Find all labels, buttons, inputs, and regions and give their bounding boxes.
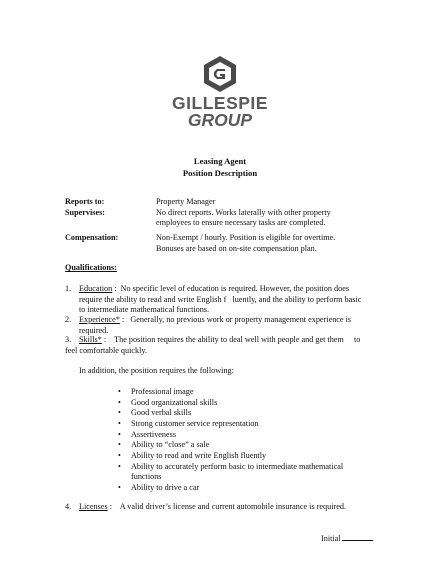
item-text: No specific level of education is required. However, the position does xyxy=(120,284,350,293)
job-title: Leasing Agent xyxy=(193,156,247,166)
item-term: Skills* xyxy=(79,335,102,344)
brand-name-line1: GILLESPIE xyxy=(172,93,268,113)
item-body xyxy=(79,502,409,513)
requirements-intro: In addition, the position requires the following: xyxy=(79,366,234,375)
supervises-value xyxy=(156,208,395,229)
list-item: • Ability to read and write English fluently xyxy=(118,451,378,462)
item-text: require the ability to read and write English f luently, and the ability to perform basic xyxy=(79,294,362,304)
initial-signature-line[interactable] xyxy=(342,540,373,541)
compensation-line: Non-Exempt / hourly. Position is eligible for overtime. xyxy=(156,232,336,242)
requirements-list xyxy=(118,387,378,494)
item-body xyxy=(65,335,379,356)
item-separator: : xyxy=(101,335,115,344)
item-number: 3. xyxy=(65,335,72,344)
item-text: feel comfortable quickly. xyxy=(65,345,147,355)
item-term: Licenses xyxy=(79,502,108,511)
qualifications-heading: Qualifications: xyxy=(65,263,117,272)
document-subtitle: Position Description xyxy=(182,168,258,178)
item-body xyxy=(79,315,379,336)
list-item: • Assertiveness xyxy=(118,430,378,441)
initial-label: Initial xyxy=(321,534,341,543)
item-text: required. xyxy=(79,325,109,335)
item-number: 4. xyxy=(65,502,72,511)
item-term: Experience* xyxy=(79,315,120,324)
item-number: 2. xyxy=(65,315,72,324)
list-item: • Ability to accurately perform basic to intermediate mathematical xyxy=(118,462,378,473)
compensation-line: Bonuses are based on on-site compensation plan. xyxy=(156,243,317,253)
list-item-continuation: functions xyxy=(131,472,162,482)
document-titles xyxy=(0,155,440,179)
list-item: • Good organizational skills xyxy=(118,398,378,409)
brand-name-line2: GROUP xyxy=(187,110,253,130)
supervises-line: employees to ensure necessary tasks are completed. xyxy=(156,218,326,228)
header-fields xyxy=(65,197,395,254)
item-text: to intermediate mathematical functions. xyxy=(79,305,210,315)
item-term: Education xyxy=(79,284,113,293)
list-item: • Good verbal skills xyxy=(118,408,378,419)
reports-to-label: Reports to: xyxy=(65,197,105,206)
item-body xyxy=(79,284,379,316)
list-item: • Ability to drive a car xyxy=(118,483,378,494)
list-item: • Strong customer service representation xyxy=(118,419,378,430)
item-number: 1. xyxy=(65,284,72,293)
item-separator: : xyxy=(119,315,131,324)
reports-to-value: Property Manager xyxy=(156,197,216,206)
gillespie-hexagon-icon xyxy=(201,55,239,93)
list-item: • Ability to “close” a sale xyxy=(118,440,378,451)
supervises-line: No direct reports. Works laterally with other property xyxy=(156,207,331,217)
company-logo xyxy=(0,55,440,129)
list-item: • Professional image xyxy=(118,387,378,398)
supervises-label: Supervises: xyxy=(65,207,106,217)
item-text: The position requires the ability to deal well with people and get them to xyxy=(114,335,361,344)
compensation-value xyxy=(156,233,395,254)
item-separator: : xyxy=(107,502,120,511)
item-text: A valid driver’s license and current automobile insurance is required. xyxy=(119,502,347,511)
item-separator: : xyxy=(112,284,121,293)
initial-field xyxy=(321,534,373,545)
compensation-label: Compensation: xyxy=(65,232,119,242)
item-text: Generally, no previous work or property management experience is xyxy=(130,315,352,324)
